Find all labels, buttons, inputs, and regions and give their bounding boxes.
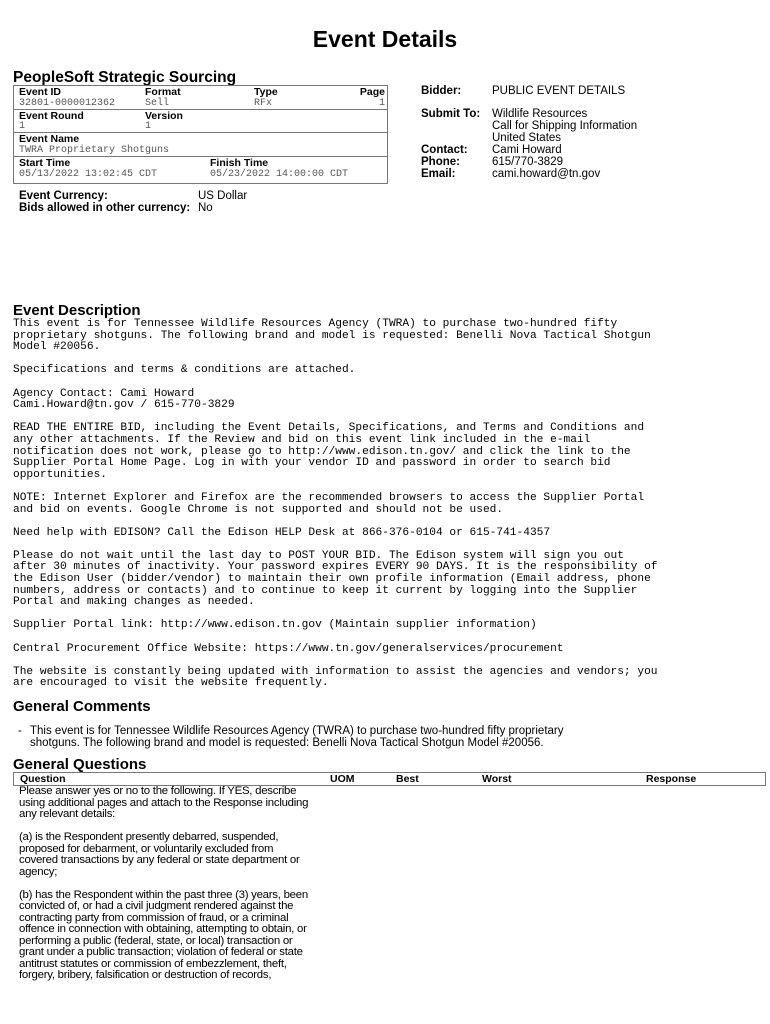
question-paragraph: (a) is the Respondent presently debarred, suspended, proposed for debarment, or voluntarily excluded from covered transactions by any federal or state department or agency; (19, 831, 300, 878)
question-text (19, 786, 309, 993)
column-question: Question (20, 773, 66, 785)
version-value: 1 (145, 121, 152, 132)
question-paragraph: (b) has the Respondent within the past three (3) years, been convicted of, or had a civil judgment rendered against the contracting party from commission of fraud, or a criminal offence in connection with obtaining, attempting to obtain, or performing a public (federal, state, or local) transaction or grant under a public transaction; violation of federal or state antitrust statutes or commission of embezzlement, theft, forgery, bribery, falsification or destruction of records, (19, 888, 308, 981)
questions-heading: General Questions (13, 756, 147, 773)
type-value: RFx (254, 98, 273, 109)
contact-phone: 615/770-3829 (492, 156, 563, 168)
finish-time: 05/23/2022 14:00:00 CDT (210, 169, 349, 180)
subtitle: PeopleSoft Strategic Sourcing (13, 69, 237, 86)
finish-time-label: Finish Time (210, 157, 269, 169)
phone-label: Phone: (421, 156, 460, 168)
page-label: Page (359, 86, 385, 98)
description-paragraph: Specifications and terms & conditions are attached. (13, 364, 356, 377)
bidder-value: PUBLIC EVENT DETAILS (492, 85, 626, 97)
event-description (13, 319, 763, 702)
description-paragraph: NOTE: Internet Explorer and Firefox are the recommended browsers to access the Supplier Portal and bid on events. Google Chrome is not supported and should not be used. (13, 491, 645, 516)
contact-label: Contact: (421, 144, 468, 156)
question-paragraph: Please answer yes or no to the following. If YES, describe using additional pages and attach to the Response including any relevant details: (19, 785, 309, 820)
column-response: Response (646, 773, 697, 785)
contact-name: Cami Howard (492, 144, 562, 156)
contact-email[interactable]: cami.howard@tn.gov (492, 168, 601, 180)
column-uom: UOM (330, 773, 355, 785)
event-name: TWRA Proprietary Shotguns (19, 145, 170, 156)
other-currency-label: Bids allowed in other currency: (19, 202, 191, 214)
questions-table-header (13, 772, 766, 786)
event-header-table (13, 85, 388, 184)
other-currency-value: No (198, 202, 213, 214)
submit-to-address (492, 108, 637, 180)
address-line: Wildlife Resources (492, 108, 588, 120)
currency-label: Event Currency: (19, 190, 108, 202)
description-paragraph: Central Procurement Office Website: https://www.tn.gov/generalservices/procurement (13, 642, 564, 655)
description-paragraph: Agency Contact: Cami Howard Cami.Howard@tn.gov / 615-770-3829 (13, 387, 235, 412)
type-label: Type (254, 86, 278, 98)
format-label: Format (145, 86, 181, 98)
round-value: 1 (19, 121, 26, 132)
description-paragraph: The website is constantly being updated with information to assist the agencies and vendors; you are encouraged to visit the website frequently. (13, 665, 658, 690)
description-paragraph: READ THE ENTIRE BID, including the Event Details, Specifications, and Terms and Conditions and any other attachments. If the Review and bid on this event link included in the e-mail notification does not work, please go to http://www.edison.tn.gov/ and click the link to the Supplier Portal Home Page. Log in with your vendor ID and password in order to search bid opportunities. (13, 422, 645, 481)
general-comments (18, 725, 564, 749)
round-label: Event Round (19, 110, 84, 122)
contact-labels (421, 144, 468, 180)
column-worst: Worst (482, 773, 512, 785)
description-paragraph: This event is for Tennessee Wildlife Resources Agency (TWRA) to purchase two-hundred fifty proprietary shotguns. The following brand and model is requested: Benelli Nova Tactical Shotgun Model #20056. (13, 318, 651, 354)
bidder-label: Bidder: (421, 85, 462, 97)
submit-to-label: Submit To: (421, 108, 481, 120)
column-best: Best (396, 773, 419, 785)
comments-heading: General Comments (13, 698, 151, 715)
comment-line: This event is for Tennessee Wildlife Resources Agency (TWRA) to purchase two-hundred fifty proprietary (30, 725, 564, 737)
comment-line: shotguns. The following brand and model is requested: Benelli Nova Tactical Shotgun Model #20056. (30, 737, 544, 749)
page-value: 1 (378, 98, 385, 109)
currency-value: US Dollar (198, 190, 248, 202)
start-time-label: Start Time (19, 157, 71, 169)
email-label: Email: (421, 168, 456, 180)
description-paragraph: Supplier Portal link: http://www.edison.tn.gov (Maintain supplier information) (13, 619, 537, 632)
address-line: Call for Shipping Information (492, 120, 638, 132)
event-id: 32801-0000012362 (19, 98, 116, 109)
description-paragraph: Please do not wait until the last day to POST YOUR BID. The Edison system will sign you out after 30 minutes of inactivity. Your password expires EVERY 90 DAYS. It is the responsibility of the Edison User (bidder/vendor) to maintain their own profile information (Email address, phone numbers, address or contacts) and to continue to keep it current by logging into the Supplier Portal and making changes as needed. (13, 549, 658, 609)
event-name-label: Event Name (19, 133, 80, 145)
page-title: Event Details (312, 26, 458, 52)
version-label: Version (145, 110, 183, 122)
address-line: United States (492, 132, 562, 144)
start-time: 05/13/2022 13:02:45 CDT (19, 169, 158, 180)
format-value: Sell (145, 98, 170, 109)
bullet: - (18, 725, 22, 737)
event-id-label: Event ID (19, 86, 62, 98)
description-paragraph: Need help with EDISON? Call the Edison HELP Desk at 866-376-0104 or 615-741-4357 (13, 526, 551, 539)
description-heading: Event Description (13, 302, 141, 319)
